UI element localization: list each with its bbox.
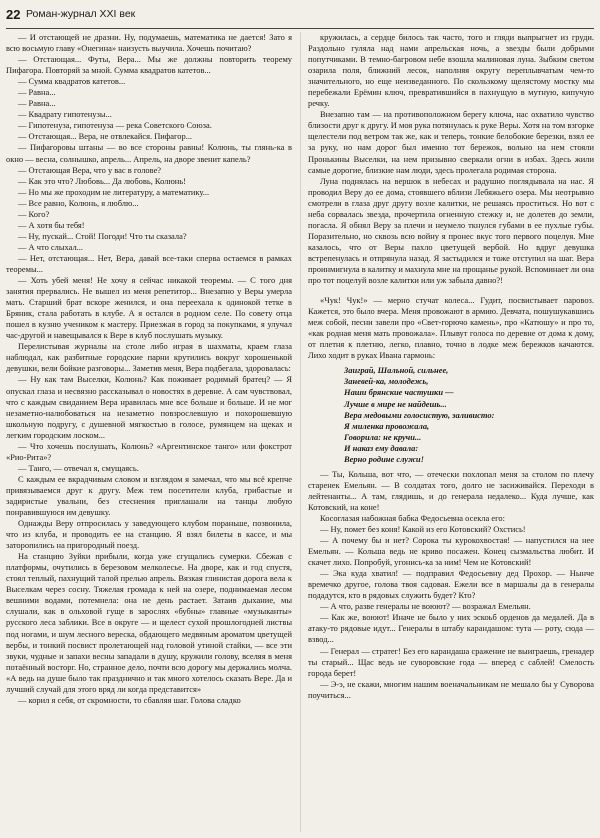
paragraph: — Как же, воюют! Иначе не было у них эскоьб орденов да медалей. Да в атаку-то рядовые идут... Генералы в штабу карандашом: тута — роту, сюда — взвод... <box>308 612 594 645</box>
paragraph: — А почему бы и нет? Сорока ты курокохвостая! — напустился на нее Емельян. — Кольша ведь не криво посажен. Конец сызмальства любит. И скачет лихо. Попробуй, угонись-ка за ним! Чем не Котовский! <box>308 535 594 568</box>
paragraph: — Отстающая... Футы, Вера... Мы же должны повторить теорему Пифагора. Повторяй за мной. Сумма квадратов катетов... <box>6 54 292 76</box>
paragraph: — Хоть убей меня! Не хочу я сейчас никакой теоремы. — С того дня занятия прервались. Не вышел из меня репетитор... Внезапно у Веры умерла мать. Старший брат вскоре женился, и она переехала к одинокой тетке в Бряник, стала работать в клубе. А я остался в родном селе. По совету отца пошел в кузню учеником к мастеру. Приезжая в город за покупками, я улучал час-другой и навещывался к Вере в клуб послушать музыку. <box>6 275 292 341</box>
verse-line: Говорила: не кручи... <box>344 431 422 442</box>
page-number: 22 <box>6 7 21 22</box>
verse-line: Наши брянские частушки — <box>344 387 454 398</box>
paragraph: — корил я себя, от скромности, то сбавляя шаг. Голова сладко <box>18 694 241 705</box>
paragraph: кружилась, а сердце билось так часто, того и гляди выпрыгнет из груди. Раздольно гуляла над нами апрельская ночь, а звезды были добрыми попутчиками. В темно-багровом небе взошла малиновая луна. Зыбким светом озарила поля, ближний лесок, наполняя округу переплывчатым чем-то значительного, но еще неизведанного. По скользкому щелястому мостку мы перебежали Ерёмин ключ, превратившийся в пахнущую в мутную, кипучую речку. <box>308 32 594 109</box>
paragraph: С каждым ее вкрадчивым словом и взглядом я замечал, что мы всё крепче привязываемся друг к другу. Меж тем посетители клуба, грибастые и задиристые увальни, без стеснения приглашали на танцы любую понравившуюся им девушку. <box>6 473 292 518</box>
paragraph: — Что хочешь послушать, Колюнь? «Аргентинское танго» или фокстрот «Рио-Рита»? <box>6 440 292 462</box>
paragraph: — Нет, отстающая... Нет, Вера, давай все-таки сперва остаемся в рамках теоремы... <box>6 252 292 274</box>
paragraph: Перелистывая журналы на столе либо играя в шахматы, краем глаза наблюдал, как разбитные городские парни крутились вокруг хорошенькой девушки, вели бойкие разговоры... Заметив меня, Вера подбегала, здоровалась: <box>6 341 292 374</box>
right-column <box>308 32 594 832</box>
verse-line: Заневей-ка, молодежь, <box>344 376 429 387</box>
paragraph: — Ну, помет без коня! Какой из его Котовский? Охстись! <box>320 524 526 535</box>
paragraph: «Чук! Чук!» — мерно стучат колеса... Гудит, посвистывает паровоз. Кажется, это было вчера. Меня провожают в армию. Девчата, пошушукавшись меж собой, песни завели про «Свет-горючо камень», про «Катюшу» и про то, «как родная меня мать провожала». Плывут голоса по деревне от дома к дому, от плетня к плетню, легко, плавно, точно в лодке меж бережков качаются. Лихо ходит в руках Ивана гармонь: <box>308 295 594 361</box>
paragraph: — Гипотенуза, гипотенуза — река Советского Союза. <box>18 120 212 131</box>
paragraph: — Эка куда хватил! — подправил Федосьевну дед Прохор. — Нынче времечко другое, голова твоя садовая. Ежели все в маршалы да в генералы подадутся, кто в рядовых служить будет? Кто? <box>308 568 594 601</box>
paragraph: — Пифагоровы штаны — во все стороны равны! Колюнь, ты глянь-ка в окно — весна, солнышко, апрель... Апрель, на дворе звенит капель? <box>6 142 292 164</box>
verse-line: Заиграй, Шальной, сильнее, <box>344 365 449 376</box>
verse-line: Я миленка провожала, <box>344 420 430 431</box>
verse-line: Лучше в мире не найдешь... <box>344 398 447 409</box>
paragraph: — Кого? <box>18 208 50 219</box>
section-gap <box>308 286 594 295</box>
paragraph: — И отстающей не дразни. Ну, подумаешь, математика не дается! Зато я всю восьмую главу «Онегина» наизусть выучила. Хочешь почитаю? <box>6 32 292 54</box>
paragraph: — А что, разве генералы не воюют? — возражал Емельян. <box>320 601 531 612</box>
right-column-middle <box>308 295 594 361</box>
paragraph: — Э-э, не скажи, многим нашим военачальникам не мешало бы у Суворова поучиться... <box>308 678 594 700</box>
paragraph: — Равна... <box>18 98 56 109</box>
paragraph: — Ну как там Выселки, Колюнь? Как поживает родимый братец? — Я опускал глаза и несвязно рассказывал о новостях в деревне. А сам чувствовал, что с каждым свиданием Вера нравилась мне все больше и больше. И не мог незаметно-налюбоваться на незаметно повзрослевшую и похорошевшую школьную подругу, с душевной мягкостью в голосе, румянцем на щеках и легким городским лоском... <box>6 374 292 440</box>
right-column-top <box>308 32 594 286</box>
paragraph: — Отстающая... Вера, не отвлекайся. Пифагор... <box>18 131 193 142</box>
verse-line: Вера медовыми голосистую, заливисто: <box>344 409 495 420</box>
chastushka-verse <box>344 365 594 464</box>
column-divider <box>300 32 301 832</box>
paragraph: — Но мы же проходим не литературу, а математику... <box>18 186 210 197</box>
paragraph: — Танго, — отвечал я, смущаясь. <box>18 462 139 473</box>
magazine-title: Роман-журнал XXI век <box>26 8 136 20</box>
paragraph: Косоглазая набожная бабка Федосьевна осекла его: <box>320 512 505 523</box>
paragraph: На станцию Зуйки прибыли, когда уже сгущались сумерки. Сбежав с платформы, очутились в березовом мелколесье. На дворе, как и год спустя, стоял теплый, пахнущий талой прелью апрель. Вязкая глинистая дорога вела к Выселкам через сосну. Тяжелая громада к ней на озере, поднимаемая лесом вешними водами, потемнела: она не день растает. Затаив дыхание, мы слушали, как в ольховой гуще в зарослях «бубны» главные «музыканты» русского леса заблики. Все в округе — и щелест сухой прошлогодней листвы под ногами, и шум лесного вереска, обдающего медвяным ароматом цветущей вербы, и тонкий посвист пролетающей над головой утиной стайки, — все эти звуки, чудные и запахи весны западали в душу, кружили голову, вселяя в меня потаённый восторг. Но, странное дело, почти всю дорогу мы держались молча. «А ведь на душе было так празднично и так много хотелось сказать Вере. Да и лучший случай для этого вряд ли когда представится» <box>6 551 292 694</box>
paragraph: Однажды Веру отпросилась у заведующего клубом пораньше, позвонила, что из клуба, и проводить ее на станцию. Я взял билеты в кассе, и мы заторопились на пригородный поезд. <box>6 518 292 551</box>
paragraph: — Генерал — стратег! Без его карандаша сражение не выиграешь, гренадер ты старый... Щас ведь не суворовские года — вперед с саблей! Смелость города берет! <box>308 645 594 678</box>
paragraph: Луна поднялась на вершок в небесах и радушно поглядывала на нас. Я проводил Веру до ее дома, стоявшего вблизи Лебяжьего озера. Мы неотрывно смотрели в глаза друг другу возле калитки, не решаясь проститься. Но вот с неба сорвалась звезда, прочертила огненную стежку и, не долетев до земли, погасла. Я обнял Веру за плечи и неумело ткнулся губами в ее пухлые губы. Поразительно, но сквозь всю войну я пронес вкус того первого поцелуя. Мне казалось, что от Веры пахло цветущей вербой. Но вдруг девушка встрепенулась и отпрянула назад. Я застыдился и тоже отступил на шаг. Вера проинмигнула в калитку и махнула мне на прощанье рукой. Вспоминает ли она про тот поцелуй возле калитки или уж забыла давно?! <box>308 175 594 286</box>
paragraph: — Ну, пускай... Стой! Погоди! Что ты сказала? <box>18 230 187 241</box>
verse-line: Верно родине служи! <box>344 453 424 464</box>
paragraph: Внезапно там — на противоположном берегу ключа, нас охватило чувство близости друг к другу. И моя рука потянулась к руке Веры. Хотя на том взгорке щелестели под ветром так же, как и теперь, тонкие белобокие березки, взял ее за руку, но нам дорог был именно тот бережок, вольно на нем стояли Пронькины Выселки, на нем призывно сверкали огни в избах. Здесь жили самые дорогие, близкие нам люди, здесь пролегала родимая сторона. <box>308 109 594 175</box>
paragraph: — Ты, Кольша, вот что, — отечески похлопал меня за столом по плечу старенек Емельян. — В солдатах того, долго не засиживайся. Переходи в лейтенанты... А там, глядишь, и до генерала недалеко... Куда лучше, как Котовский, на коне! <box>308 468 594 512</box>
paragraph: — А хотя бы тебя! <box>18 219 85 230</box>
paragraph: — Квадрату гипотенузы... <box>18 109 112 120</box>
page-header <box>6 4 594 29</box>
paragraph: — Как это что? Любовь... Да любовь, Колюнь! <box>18 175 186 186</box>
paragraph: — Равна... <box>18 87 56 98</box>
paragraph: — А что слыхал... <box>18 241 83 252</box>
left-column <box>6 32 292 832</box>
right-column-bottom <box>308 469 594 701</box>
verse-line: И наказ ему давала: <box>344 442 419 453</box>
paragraph: — Отстающая Вера, что у вас в голове? <box>18 164 162 175</box>
paragraph: — Сумма квадратов катетов... <box>18 76 126 87</box>
paragraph: — Все равно, Колюнь, я люблю... <box>18 197 139 208</box>
